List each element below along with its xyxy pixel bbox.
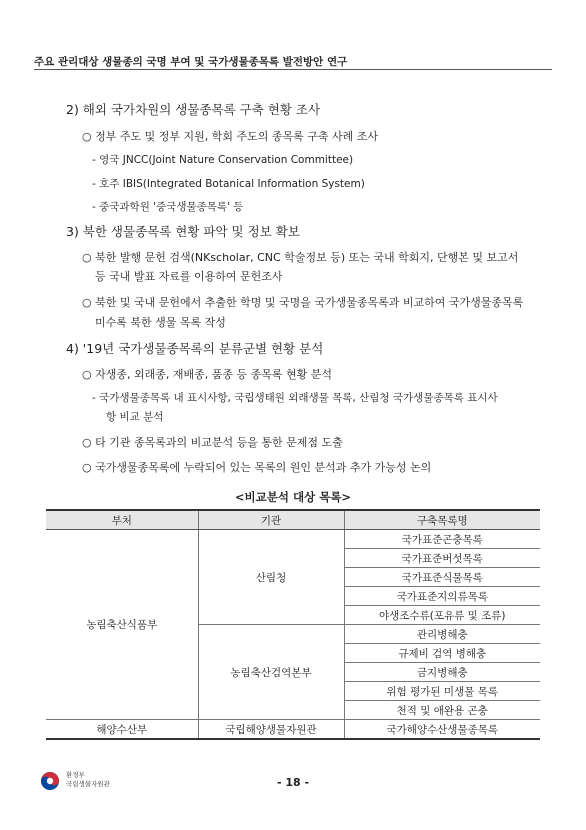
comparison-table xyxy=(46,509,540,740)
section4-dash-1: - 국가생물종목록 내 표시사항, 국립생태원 외래생물 목록, 산림청 국가생물종목록 표시사 xyxy=(92,392,498,404)
list-name-cell: 관리병해충 xyxy=(344,625,540,644)
section3-bullet-1-continued: 등 국내 발표 자료를 이용하여 문헌조사 xyxy=(95,270,283,283)
section2-heading: 2) 해외 국가차원의 생물종목록 구축 현황 조사 xyxy=(66,102,321,117)
section4-dash-1-continued: 항 비교 분석 xyxy=(106,411,164,423)
agency-cell: 농림축산검역본부 xyxy=(198,625,344,720)
section4-bullet-1: ○ 자생종, 외래종, 재배종, 품종 등 종목록 현황 분석 xyxy=(82,368,332,381)
section3-bullet-2-continued: 미수록 북한 생물 목록 작성 xyxy=(95,316,226,329)
column-header-list-name: 구축목록명 xyxy=(344,510,540,530)
section4-bullet-2: ○ 타 기관 종목록과의 비교분석 등을 통한 문제점 도출 xyxy=(82,436,343,449)
list-name-cell: 국가표준식물목록 xyxy=(344,568,540,587)
section2-bullet-1: ○ 정부 주도 및 정부 지원, 학회 주도의 종목록 구축 사례 조사 xyxy=(82,130,378,143)
section2-dash-2: - 호주 IBIS(Integrated Botanical Information System) xyxy=(92,178,365,190)
table-row xyxy=(46,720,540,740)
footer-org-line-2: 국립생물자원관 xyxy=(66,780,110,788)
header-rule xyxy=(34,69,552,70)
list-name-cell: 국가표준곤충목록 xyxy=(344,530,540,549)
list-name-cell: 야생조수류(포유류 및 조류) xyxy=(344,606,540,625)
list-name-cell: 규제비 검역 병해충 xyxy=(344,644,540,663)
list-name-cell: 금지병해충 xyxy=(344,663,540,682)
agency-cell: 산림청 xyxy=(198,530,344,625)
table-row xyxy=(46,530,540,549)
table-header-row xyxy=(46,510,540,530)
list-name-cell: 천적 및 애완용 곤충 xyxy=(344,701,540,720)
section4-heading: 4) '19년 국가생물종목록의 분류군별 현황 분석 xyxy=(66,341,324,356)
section3-heading: 3) 북한 생물종목록 현황 파악 및 정보 확보 xyxy=(66,224,300,239)
section4-bullet-3: ○ 국가생물종목록에 누락되어 있는 목록의 원인 분석과 추가 가능성 논의 xyxy=(82,461,432,474)
list-name-cell: 국가표준버섯목록 xyxy=(344,549,540,568)
running-header: 주요 관리대상 생물종의 국명 부여 및 국가생물종목록 발전방안 연구 xyxy=(34,56,348,68)
column-header-agency: 기관 xyxy=(198,510,344,530)
section3-bullet-1: ○ 북한 발행 문헌 검색(NKscholar, CNC 학술정보 등) 또는 국내 학회지, 단행본 및 보고서 xyxy=(82,251,519,264)
list-name-cell: 국가표준지의류목록 xyxy=(344,587,540,606)
ministry-cell: 농림축산식품부 xyxy=(46,530,198,720)
column-header-ministry: 부처 xyxy=(46,510,198,530)
list-name-cell: 국가해양수산생물종목록 xyxy=(344,720,540,740)
section2-dash-1: - 영국 JNCC(Joint Nature Conservation Committee) xyxy=(92,154,354,166)
section3-bullet-2: ○ 북한 및 국내 문헌에서 추출한 학명 및 국명을 국가생물종목록과 비교하여 국가생물종목록 xyxy=(82,296,524,309)
page-number: - 18 - xyxy=(276,776,310,789)
table-caption: <비교분석 대상 목록> xyxy=(234,490,352,504)
footer-org-line-1: 환경부 xyxy=(66,771,85,779)
agency-cell: 국립해양생물자원관 xyxy=(198,720,344,740)
list-name-cell: 위험 평가된 미생물 목록 xyxy=(344,682,540,701)
section2-dash-3: - 중국과학원 '중국생물종목록' 등 xyxy=(92,201,244,213)
ministry-cell: 해양수산부 xyxy=(96,723,148,736)
